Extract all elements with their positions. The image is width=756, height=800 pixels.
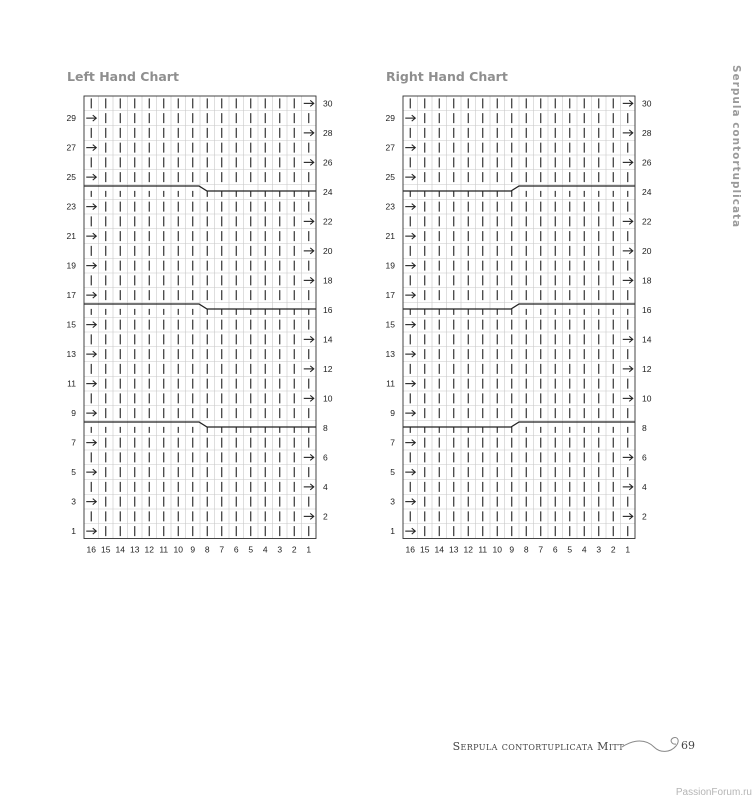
arrow-stitch-symbol [304, 454, 314, 460]
row-label-odd: 25 [66, 172, 76, 183]
arrow-stitch-symbol [405, 322, 415, 328]
row-label-even: 22 [642, 216, 652, 227]
stitch-number-label: 3 [277, 544, 283, 555]
row-label-even: 26 [642, 157, 652, 168]
row-label-odd: 21 [66, 231, 76, 242]
stitch-number-label: 1 [306, 544, 312, 555]
row-label-odd: 27 [66, 142, 76, 153]
row-label-odd: 19 [385, 260, 395, 271]
arrow-stitch-symbol [405, 145, 415, 151]
row-label-even: 14 [323, 334, 333, 345]
chart-grid [403, 96, 635, 539]
row-label-odd: 29 [385, 113, 395, 124]
row-label-even: 30 [642, 98, 652, 109]
stitch-number-label: 14 [434, 544, 444, 555]
arrow-stitch-symbol [405, 381, 415, 387]
row-label-even: 28 [642, 127, 652, 138]
swirl-ornament-icon [620, 733, 682, 755]
row-label-odd: 9 [71, 408, 76, 419]
row-label-odd: 23 [66, 201, 76, 212]
stitch-number-label: 12 [144, 544, 154, 555]
stitch-number-label: 10 [173, 544, 183, 555]
arrow-stitch-symbol [304, 336, 314, 342]
arrow-stitch-symbol [623, 277, 633, 283]
stitch-number-label: 8 [204, 544, 210, 555]
stitch-number-label: 12 [463, 544, 473, 555]
stitch-number-label: 6 [552, 544, 558, 555]
arrow-stitch-symbol [623, 130, 633, 136]
arrow-stitch-symbol [86, 381, 96, 387]
arrow-stitch-symbol [86, 322, 96, 328]
stitch-number-label: 11 [478, 544, 488, 555]
stitch-number-label: 14 [115, 544, 125, 555]
row-label-even: 18 [642, 275, 652, 286]
row-label-odd: 1 [390, 526, 395, 537]
row-label-odd: 13 [66, 349, 76, 360]
row-label-even: 24 [642, 186, 652, 197]
row-label-even: 12 [323, 363, 333, 374]
stitch-number-label: 15 [101, 544, 111, 555]
arrow-stitch-symbol [86, 528, 96, 534]
arrow-stitch-symbol [86, 351, 96, 357]
row-label-even: 14 [642, 334, 652, 345]
stitch-number-label: 16 [405, 544, 415, 555]
right-chart-title: Right Hand Chart [386, 69, 508, 84]
row-label-even: 28 [323, 127, 333, 138]
row-label-even: 8 [642, 422, 647, 433]
arrow-stitch-symbol [623, 248, 633, 254]
arrow-stitch-symbol [304, 513, 314, 519]
stitch-number-label: 9 [190, 544, 196, 555]
row-label-odd: 5 [390, 467, 395, 478]
stitch-number-label: 4 [262, 544, 268, 555]
arrow-stitch-symbol [405, 410, 415, 416]
row-label-odd: 21 [385, 231, 395, 242]
row-label-even: 22 [323, 216, 333, 227]
arrow-stitch-symbol [623, 395, 633, 401]
stitch-number-label: 7 [538, 544, 544, 555]
row-label-even: 10 [323, 393, 333, 404]
arrow-stitch-symbol [304, 248, 314, 254]
arrow-stitch-symbol [304, 218, 314, 224]
row-label-even: 30 [323, 98, 333, 109]
arrow-stitch-symbol [86, 469, 96, 475]
left-chart-title: Left Hand Chart [67, 69, 179, 84]
row-label-odd: 15 [66, 319, 76, 330]
arrow-stitch-symbol [86, 263, 96, 269]
stitch-number-label: 7 [219, 544, 225, 555]
stitch-number-label: 4 [581, 544, 587, 555]
row-label-even: 16 [323, 304, 333, 315]
arrow-stitch-symbol [304, 277, 314, 283]
arrow-stitch-symbol [623, 218, 633, 224]
row-label-odd: 5 [71, 467, 76, 478]
row-label-odd: 15 [385, 319, 395, 330]
stitch-number-label: 5 [567, 544, 573, 555]
stitch-number-label: 10 [492, 544, 502, 555]
row-label-odd: 17 [66, 290, 76, 301]
row-label-odd: 7 [71, 437, 76, 448]
row-label-odd: 13 [385, 349, 395, 360]
arrow-stitch-symbol [405, 351, 415, 357]
watermark: PassionForum.ru [675, 787, 752, 798]
row-label-even: 18 [323, 275, 333, 286]
arrow-stitch-symbol [623, 336, 633, 342]
arrow-stitch-symbol [623, 100, 633, 106]
arrow-stitch-symbol [304, 366, 314, 372]
arrow-stitch-symbol [405, 469, 415, 475]
arrow-stitch-symbol [405, 174, 415, 180]
stitch-number-label: 11 [159, 544, 169, 555]
row-label-odd: 11 [386, 378, 395, 389]
arrow-stitch-symbol [623, 454, 633, 460]
arrow-stitch-symbol [86, 410, 96, 416]
stitch-number-label: 13 [130, 544, 140, 555]
arrow-stitch-symbol [623, 159, 633, 165]
side-title [726, 65, 746, 275]
arrow-stitch-symbol [304, 130, 314, 136]
arrow-stitch-symbol [86, 233, 96, 239]
arrow-stitch-symbol [304, 100, 314, 106]
arrow-stitch-symbol [86, 174, 96, 180]
page-number: 69 [681, 739, 695, 752]
row-label-even: 12 [642, 363, 652, 374]
stitch-number-label: 13 [449, 544, 459, 555]
row-label-odd: 1 [71, 526, 76, 537]
row-label-even: 16 [642, 304, 652, 315]
row-label-even: 24 [323, 186, 333, 197]
stitch-number-label: 8 [523, 544, 529, 555]
row-label-odd: 11 [67, 378, 76, 389]
arrow-stitch-symbol [304, 159, 314, 165]
row-label-even: 20 [323, 245, 333, 256]
arrow-stitch-symbol [405, 115, 415, 121]
stitch-number-label: 9 [509, 544, 515, 555]
row-label-odd: 3 [71, 496, 76, 507]
row-label-odd: 19 [66, 260, 76, 271]
row-label-odd: 17 [385, 290, 395, 301]
stitch-number-label: 6 [233, 544, 239, 555]
row-label-even: 6 [323, 452, 328, 463]
stitch-number-label: 1 [625, 544, 631, 555]
footer-title: Serpula contortuplicata Mitt [452, 740, 624, 753]
row-label-even: 4 [323, 481, 328, 492]
right-chart-svg [379, 96, 679, 558]
row-label-even: 6 [642, 452, 647, 463]
stitch-number-label: 15 [420, 544, 430, 555]
stitch-number-label: 2 [610, 544, 616, 555]
arrow-stitch-symbol [304, 395, 314, 401]
arrow-stitch-symbol [405, 499, 415, 505]
row-label-even: 2 [642, 511, 647, 522]
row-label-even: 20 [642, 245, 652, 256]
arrow-stitch-symbol [86, 292, 96, 298]
arrow-stitch-symbol [623, 484, 633, 490]
row-label-even: 10 [642, 393, 652, 404]
row-label-even: 8 [323, 422, 328, 433]
chart-grid [84, 96, 316, 539]
row-label-odd: 23 [385, 201, 395, 212]
arrow-stitch-symbol [86, 204, 96, 210]
arrow-stitch-symbol [405, 263, 415, 269]
stitch-number-label: 5 [248, 544, 254, 555]
arrow-stitch-symbol [86, 440, 96, 446]
left-chart-svg [60, 96, 360, 558]
row-label-odd: 29 [66, 113, 76, 124]
arrow-stitch-symbol [405, 233, 415, 239]
arrow-stitch-symbol [623, 513, 633, 519]
arrow-stitch-symbol [86, 145, 96, 151]
row-label-even: 26 [323, 157, 333, 168]
stitch-number-label: 16 [86, 544, 96, 555]
left-hand-chart [60, 96, 360, 558]
arrow-stitch-symbol [304, 484, 314, 490]
row-label-even: 4 [642, 481, 647, 492]
row-label-odd: 7 [390, 437, 395, 448]
arrow-stitch-symbol [405, 292, 415, 298]
side-title-text: Serpula contortuplicata [730, 65, 742, 229]
stitch-number-label: 3 [596, 544, 602, 555]
row-label-odd: 3 [390, 496, 395, 507]
row-label-odd: 25 [385, 172, 395, 183]
arrow-stitch-symbol [623, 366, 633, 372]
row-label-odd: 27 [385, 142, 395, 153]
row-label-even: 2 [323, 511, 328, 522]
arrow-stitch-symbol [405, 204, 415, 210]
row-label-odd: 9 [390, 408, 395, 419]
stitch-number-label: 2 [291, 544, 297, 555]
arrow-stitch-symbol [405, 440, 415, 446]
right-hand-chart [379, 96, 679, 558]
arrow-stitch-symbol [86, 115, 96, 121]
arrow-stitch-symbol [86, 499, 96, 505]
arrow-stitch-symbol [405, 528, 415, 534]
